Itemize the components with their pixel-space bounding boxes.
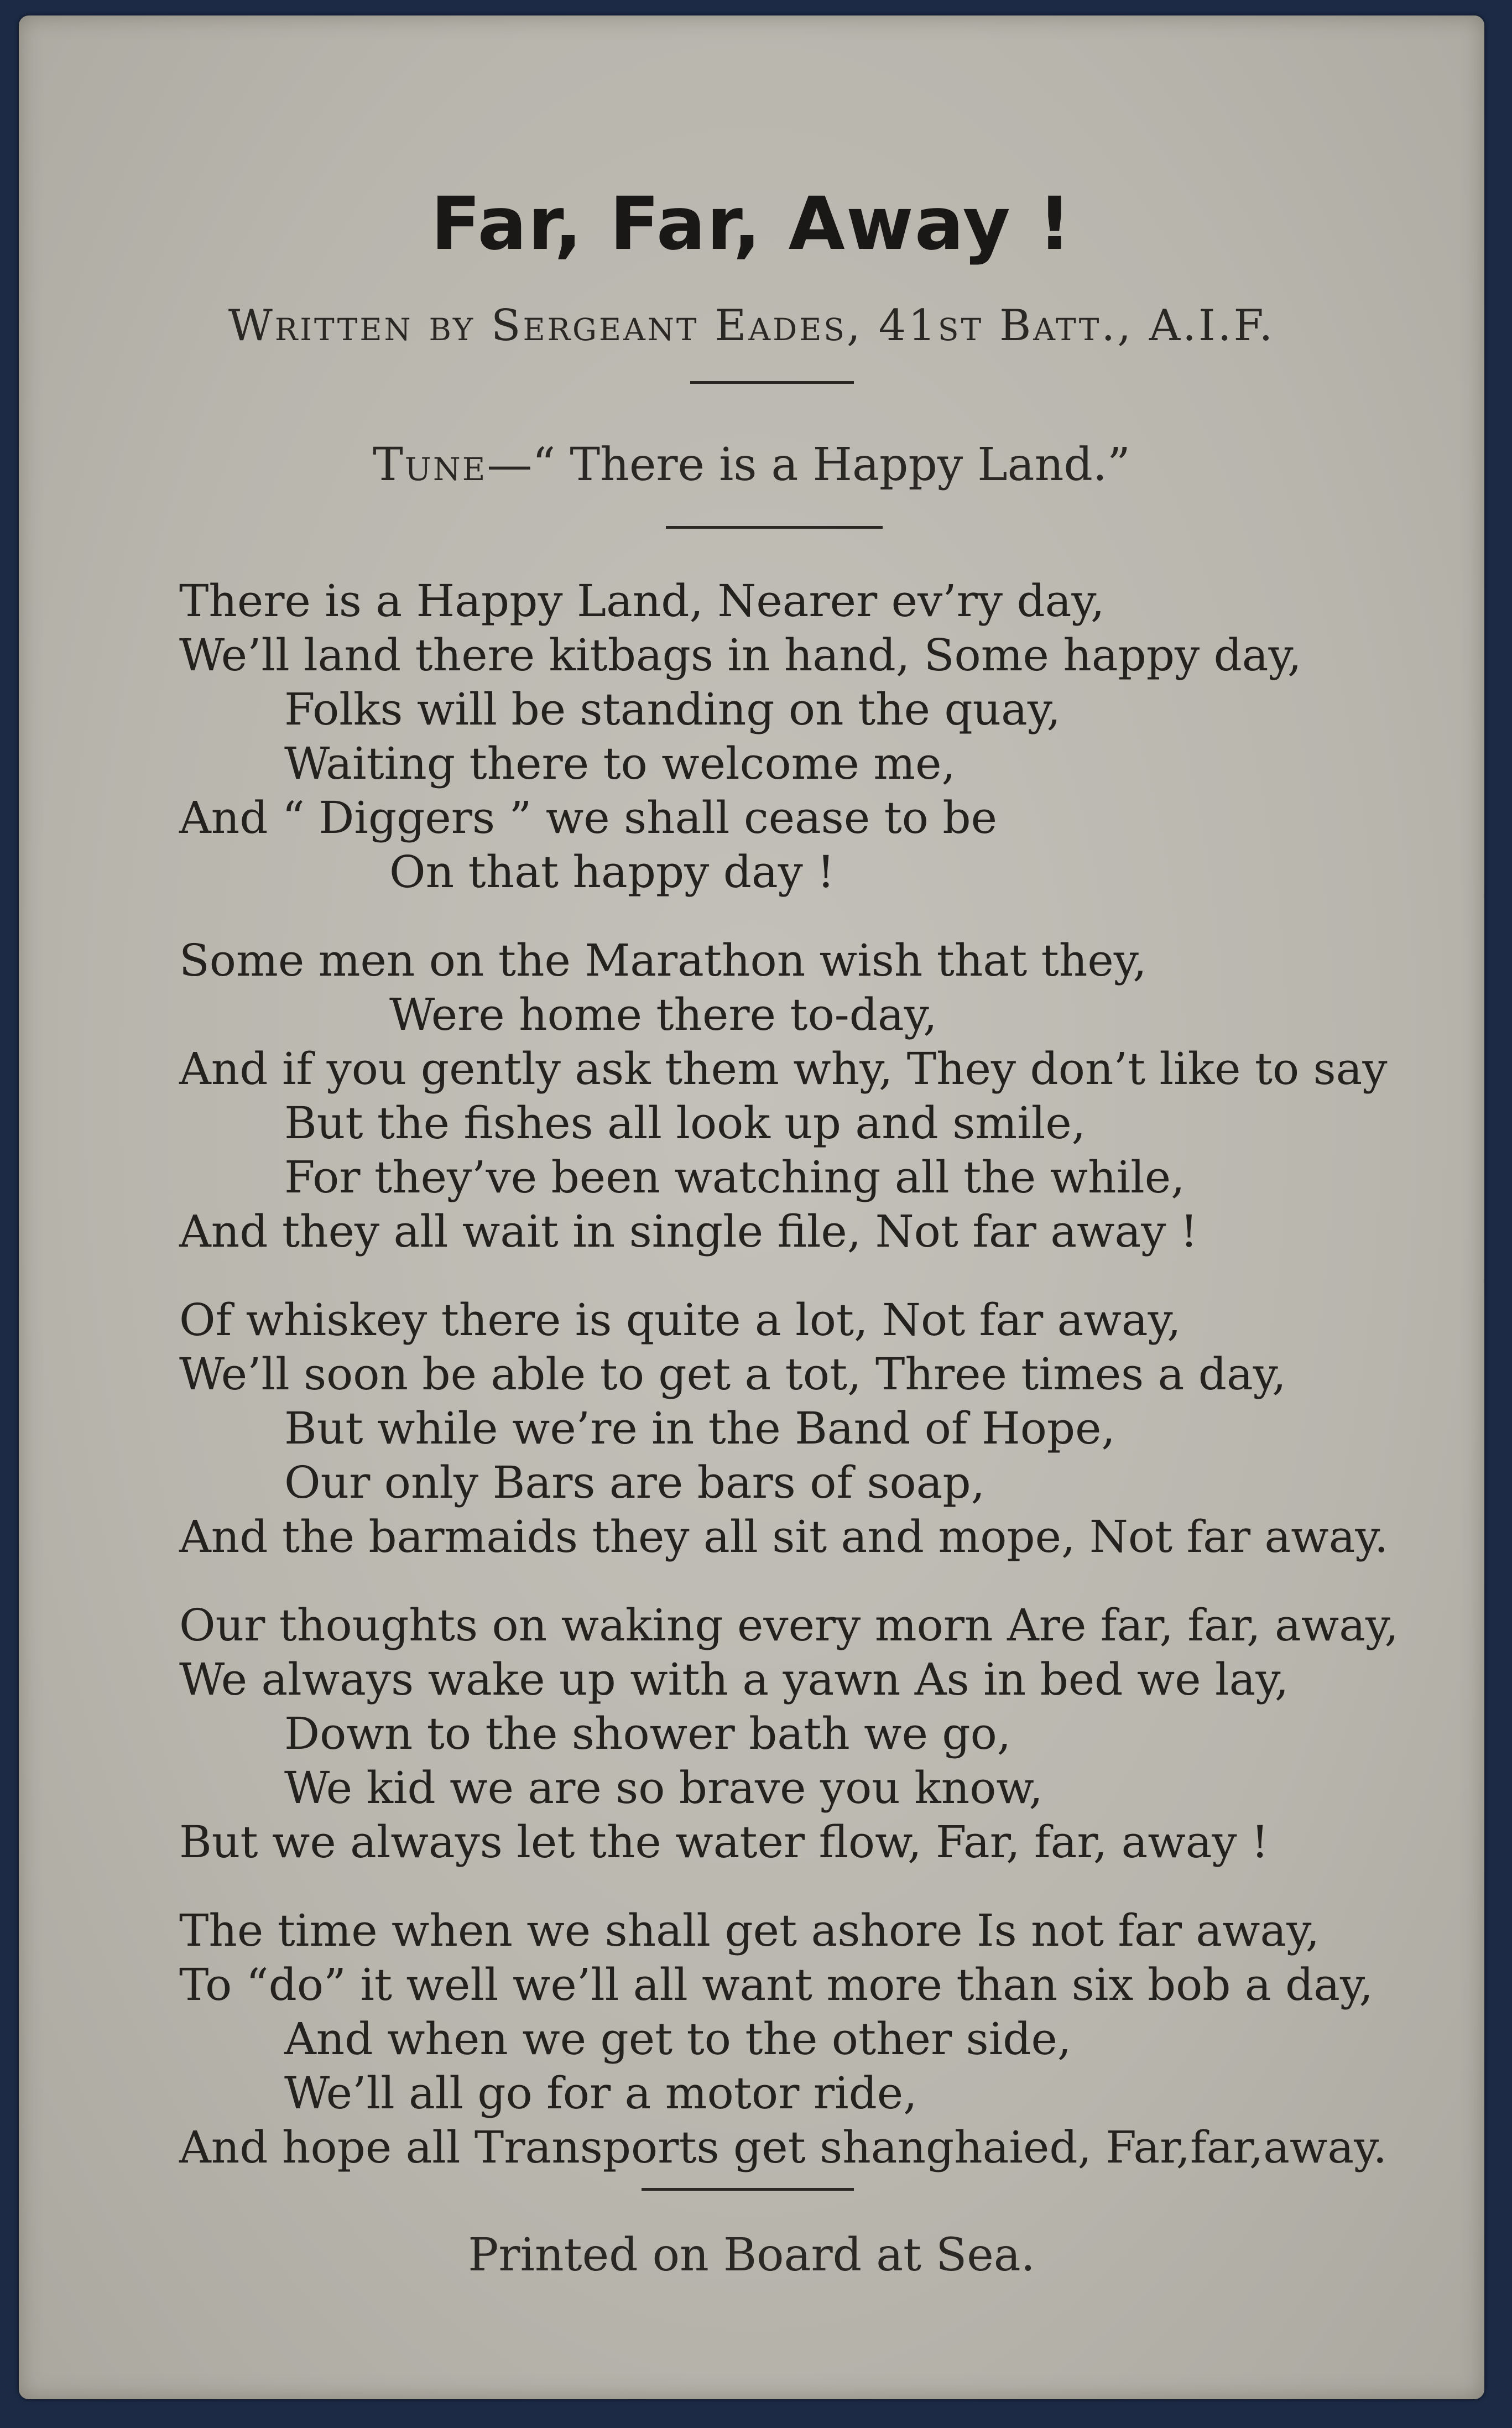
divider-rule bbox=[690, 381, 854, 384]
stanza bbox=[179, 1904, 1424, 2175]
verse-line: On that happy day ! bbox=[389, 846, 835, 898]
verse-line: And if you gently ask them why, They don’t like to say bbox=[179, 1043, 1388, 1095]
verse-line: Our only Bars are bars of soap, bbox=[284, 1457, 985, 1508]
tune-text: —“ There is a Happy Land.” bbox=[487, 439, 1130, 491]
stanza bbox=[179, 1293, 1424, 1564]
printer-note: Printed on Board at Sea. bbox=[468, 2229, 1035, 2281]
verse-line: We kid we are so brave you know, bbox=[284, 1762, 1043, 1814]
verse-line: And the barmaids they all sit and mope, Not far away. bbox=[179, 1511, 1389, 1562]
verse-line: We’ll all go for a motor ride, bbox=[284, 2067, 917, 2119]
verse-line: And when we get to the other side, bbox=[284, 2013, 1072, 2065]
song-card bbox=[19, 15, 1484, 2399]
tune-line bbox=[19, 439, 1484, 491]
verse-line: But while we’re in the Band of Hope, bbox=[284, 1403, 1115, 1454]
verse-line: And they all wait in single file, Not far away ! bbox=[179, 1206, 1198, 1257]
verse-line: And “ Diggers ” we shall cease to be bbox=[179, 792, 997, 843]
song-title: Far, Far, Away ! bbox=[431, 181, 1072, 267]
verse-line: There is a Happy Land, Nearer ev’ry day, bbox=[179, 575, 1105, 627]
verse-line: Some men on the Marathon wish that they, bbox=[179, 935, 1147, 986]
divider-rule bbox=[666, 526, 883, 529]
verse-line: Of whiskey there is quite a lot, Not far away, bbox=[179, 1294, 1181, 1346]
author-byline: Written by Sergeant Eades, 41st Batt., A.I.F. bbox=[228, 301, 1275, 351]
verse-line: Our thoughts on waking every morn Are far, far, away, bbox=[179, 1599, 1399, 1651]
verse-line: We’ll soon be able to get a tot, Three times a day, bbox=[179, 1348, 1286, 1400]
verse-line: But the fishes all look up and smile, bbox=[284, 1097, 1086, 1149]
tune-label: Tune bbox=[373, 439, 487, 491]
verse-line: Down to the shower bath we go, bbox=[284, 1708, 1012, 1759]
verse-line: But we always let the water flow, Far, far, away ! bbox=[179, 1816, 1269, 1868]
stanza bbox=[179, 574, 1424, 899]
verse-line: Waiting there to welcome me, bbox=[284, 738, 956, 789]
divider-rule bbox=[642, 2188, 854, 2191]
verse-line: We always wake up with a yawn As in bed we lay, bbox=[179, 1654, 1289, 1705]
verse-line: For they’ve been watching all the while, bbox=[284, 1152, 1185, 1203]
verse-line: Folks will be standing on the quay, bbox=[284, 684, 1061, 735]
verse-line: We’ll land there kitbags in hand, Some happy day, bbox=[179, 629, 1302, 681]
verse-line: Were home there to-day, bbox=[389, 989, 937, 1040]
verses bbox=[179, 574, 1424, 2209]
verse-line: The time when we shall get ashore Is not far away, bbox=[179, 1905, 1320, 1956]
stanza bbox=[179, 1598, 1424, 1869]
verse-line: And hope all Transports get shanghaied, Far,far,away. bbox=[179, 2122, 1388, 2173]
verse-line: To “do” it well we’ll all want more than six bob a day, bbox=[179, 1959, 1373, 2010]
stanza bbox=[179, 934, 1424, 1259]
